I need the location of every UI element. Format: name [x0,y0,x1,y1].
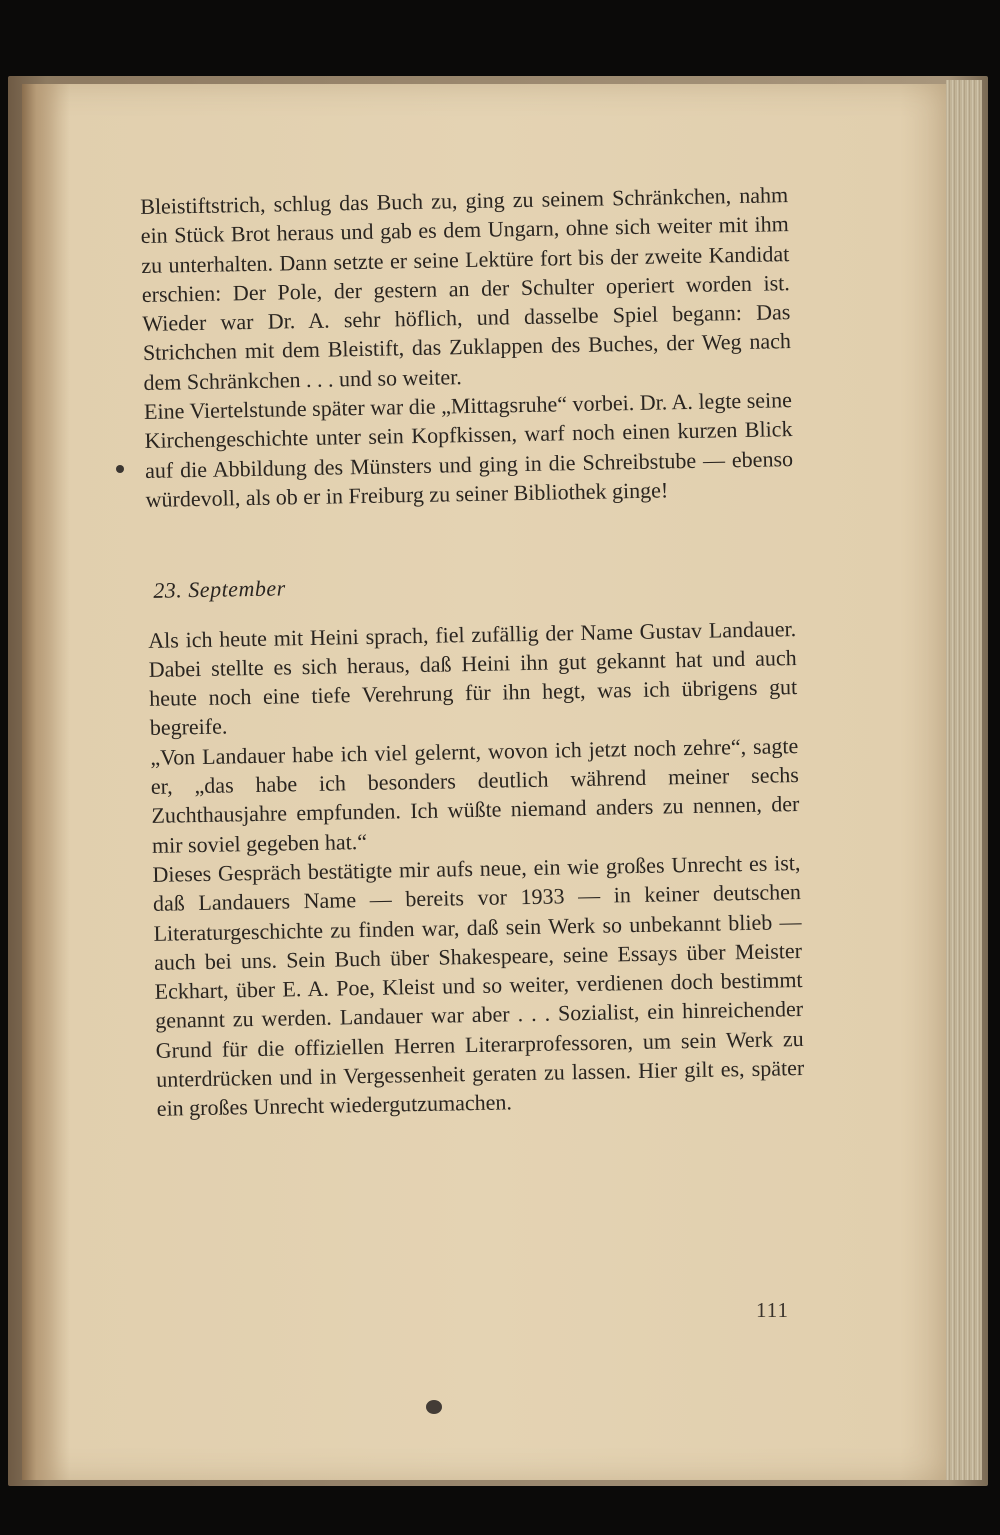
ink-blot [426,1400,442,1414]
paragraph: Dieses Gespräch bestätigte mir aufs neue, ein wie großes Unrecht es ist, daß Landauers Name — bereits vor 1933 — in keiner deutschen Literaturgeschichte zu finden war, daß sein Werk so unbekannt blieb — auch bei uns. Sein Buch über Shakespeare, seine Essays über Meister Eckhart, über E. A. Poe, Kleist und so weiter, verdienen doch bestimmt genannt zu werden. Landauer war aber . . . Sozialist, ein hinreichender Grund für die offiziellen Herren Literarprofessoren, um sein Werk zu unterdrücken und in Vergessenheit geraten zu lassen. Hier gilt es, später ein großes Unrecht wiedergutzumachen. [152,849,805,1122]
page-text [140,180,805,1123]
paragraph: „Von Landauer habe ich viel gelernt, wovon ich jetzt noch zehre“, sagte er, „das habe ich besonders deutlich während meiner sechs Zuchthausjahre empfunden. Ich wüßte niemand anders zu nennen, der mir soviel gegeben hat.“ [150,732,800,858]
page-gutter [22,84,70,1480]
page-number: 111 [756,1298,789,1322]
paragraph: Bleistiftstrich, schlug das Buch zu, ging zu seinem Schränkchen, nahm ein Stück Brot heraus und gab es dem Ungarn, ohne sich weiter mit ihm zu unterhalten. Dann setzte er seine Lektüre fort bis der zweite Kandidat erschien: Der Pole, der gestern an der Schulter operiert worden ist. Wieder war Dr. A. sehr höflich, und dasselbe Spiel begann: Das Strichchen mit dem Bleistift, das Zuklappen des Buches, der Weg nach dem Schränkchen . . . und so weiter. [140,182,792,395]
margin-mark [116,465,124,473]
page-edges [946,80,982,1480]
paragraph: Eine Viertelstunde später war die „Mittagsruhe“ vorbei. Dr. A. legte seine Kirchengeschichte unter sein Kopfkissen, warf noch einen kurzen Blick auf die Abbildung des Münsters und ging in die Schreibstube — ebenso würdevoll, als ob er in Freiburg zu seiner Bibliothek ginge! [143,387,794,512]
paragraph: Als ich heute mit Heini sprach, fiel zufällig der Name Gustav Landauer. Dabei stellte es sich heraus, daß Heini ihn gut gekannt hat und auch heute noch eine tiefe Verehrung für ihn hegt, was ich übrigens gut begreife. [147,615,798,741]
date-heading: 23. September [153,575,286,604]
